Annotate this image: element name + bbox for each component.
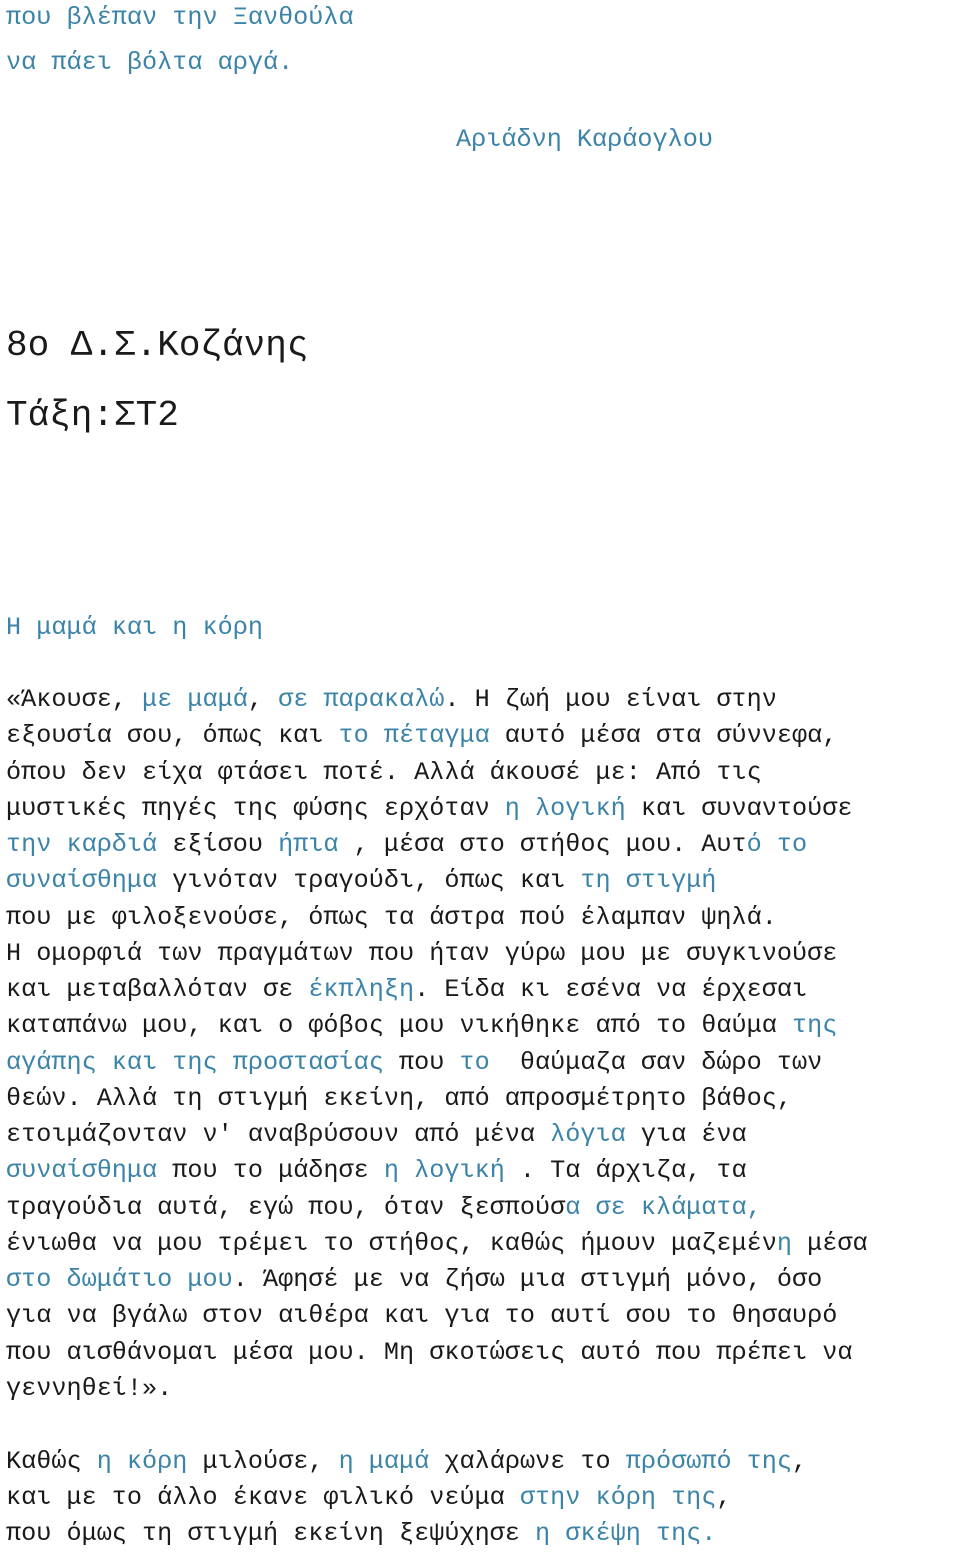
paragraph-line [6, 1298, 837, 1334]
text-run: ήπια [278, 830, 339, 859]
text-run: ό το [746, 830, 808, 859]
poem-signature: Αριάδνη Καράογλου [456, 125, 713, 154]
text-run: μιλούσε, [187, 1447, 339, 1476]
text-run: εξουσία σου, όπως και [6, 721, 339, 751]
text-run: θαύμαζα σαν δώρο των [489, 1047, 823, 1077]
text-run: γινόταν τραγούδι, όπως και [157, 866, 581, 896]
paragraph-line [6, 936, 837, 972]
text-run: μυστικές πηγές της φύσης ερχόταν [6, 793, 505, 823]
paragraph-line [6, 1226, 868, 1262]
text-run: που αισθάνομαι μέσα μου. Μη σκοτώσεις αυτό που πρέπει να [6, 1337, 853, 1367]
text-run: για να βγάλω στον αιθέρα και για το αυτί σου το θησαυρό [6, 1301, 838, 1331]
text-run: που βλέπαν την Ξανθούλα [6, 3, 354, 32]
text-run: , μέσα στο στήθος μου. Αυτ [338, 830, 747, 859]
text-run: που όμως τη στιγμή εκείνη ξεψύχησε [6, 1519, 536, 1548]
text-run: το πέταγμα [338, 721, 490, 751]
text-run: α σε κλάματα, [565, 1192, 762, 1222]
text-run: πρόσωπό της [625, 1447, 793, 1476]
paragraph-line [6, 1335, 852, 1371]
text-run: ένιωθα να μου τρέμει το στήθος, καθώς ήμουν μαζεμέν [6, 1228, 777, 1258]
text-run: την καρδιά [6, 830, 158, 859]
text-run: «Άκουσε, [6, 685, 143, 714]
text-run: τραγούδια αυτά, εγώ που, όταν ξεσπούσ [6, 1192, 566, 1222]
text-run: που το μάδησε [157, 1156, 384, 1186]
text-run: η μαμά [338, 1447, 430, 1476]
paragraph-line [6, 863, 716, 899]
text-run: και με το άλλο έκανε φιλικό νεύμα [6, 1483, 520, 1512]
text-run: ετοιμάζονταν ν' αναβρύσουν από μένα [6, 1120, 551, 1149]
text-run: με μαμά [142, 685, 248, 714]
text-run: χαλάρωνε το [429, 1447, 626, 1476]
paragraph-line [6, 1117, 747, 1153]
paragraph-line [6, 1444, 807, 1480]
text-run: καταπάνω μου, και ο φόβος μου νικήθηκε από το θαύμα [6, 1011, 792, 1041]
text-run: η σκέψη της. [535, 1519, 717, 1548]
text-run: να πάει βόλτα αργά. [6, 48, 294, 77]
story-title: Η μαμά και η κόρη [6, 613, 263, 642]
paragraph-line [6, 1480, 732, 1516]
text-run: η λογική [383, 1156, 505, 1186]
text-run: αυτό μέσα στα σύννεφα, [489, 721, 838, 751]
paragraph-line [6, 1008, 837, 1044]
text-run: η κόρη [96, 1447, 188, 1476]
paragraph-line [6, 791, 852, 827]
text-run: στο δωμάτιο μου [6, 1265, 233, 1294]
paragraph-line [6, 1190, 762, 1226]
text-run: θεών. Αλλά τη στιγμή εκείνη, από απροσμέτρητο βάθος, [6, 1083, 792, 1113]
text-run: συναίσθημα [6, 1156, 158, 1186]
text-run: όπου δεν είχα φτάσει ποτέ. Αλλά άκουσέ με: Από τις [6, 757, 762, 787]
poem-line [6, 0, 354, 36]
text-run: συναίσθημα [6, 866, 158, 896]
text-run: αγάπης και της προστασίας [6, 1047, 384, 1077]
text-run: σε παρακαλώ [278, 685, 445, 714]
paragraph-line [6, 1516, 716, 1552]
text-run: και μεταβαλλόταν σε [6, 975, 309, 1004]
paragraph-line [6, 1045, 822, 1081]
text-run: στην κόρη της [519, 1483, 717, 1512]
text-run: μέσα [792, 1228, 868, 1258]
text-run: και συναντούσε [625, 793, 853, 823]
text-run: που [383, 1047, 460, 1077]
paragraph-line [6, 827, 807, 863]
text-run: η λογική [504, 793, 626, 823]
paragraph-line [6, 755, 762, 791]
text-run: το [459, 1047, 490, 1077]
paragraph-line [6, 972, 807, 1008]
text-run: . Τα άρχιζα, τα [504, 1156, 747, 1186]
paragraph-line [6, 682, 777, 718]
text-run: , [792, 1447, 808, 1476]
text-run: εξίσου [157, 830, 279, 859]
paragraph-line [6, 718, 837, 754]
text-run: που με φιλοξενούσε, όπως τα άστρα πού έλαμπαν ψηλά. [6, 902, 777, 932]
text-run: , [247, 685, 279, 714]
paragraph-line [6, 1262, 822, 1298]
text-run: . Είδα κι εσένα να έρχεσαι [414, 975, 808, 1004]
paragraph-line [6, 1153, 747, 1189]
text-run: τη στιγμή [580, 866, 717, 896]
school-name: 8ο Δ.Σ.Κοζάνης [6, 325, 309, 366]
class-label: Τάξη:ΣΤ2 [6, 395, 179, 436]
text-run: Η ομορφιά των πραγμάτων που ήταν γύρω μου με συγκινούσε [6, 938, 838, 968]
text-run: . Η ζωή μου είναι στην [444, 685, 777, 714]
text-run: για ένα [625, 1120, 747, 1149]
paragraph-line [6, 1371, 172, 1407]
text-run: γεννηθεί!». [6, 1373, 173, 1403]
text-run: της [791, 1011, 838, 1041]
text-run: η [776, 1228, 792, 1258]
text-run: , [716, 1483, 732, 1512]
paragraph-line [6, 900, 777, 936]
poem-line [6, 45, 293, 81]
text-run: Καθώς [6, 1447, 97, 1476]
paragraph-line [6, 1081, 792, 1117]
text-run: λόγια [550, 1120, 626, 1149]
text-run: . Άφησέ με να ζήσω μια στιγμή μόνο, όσο [232, 1265, 823, 1294]
text-run: έκπληξη [308, 975, 415, 1004]
